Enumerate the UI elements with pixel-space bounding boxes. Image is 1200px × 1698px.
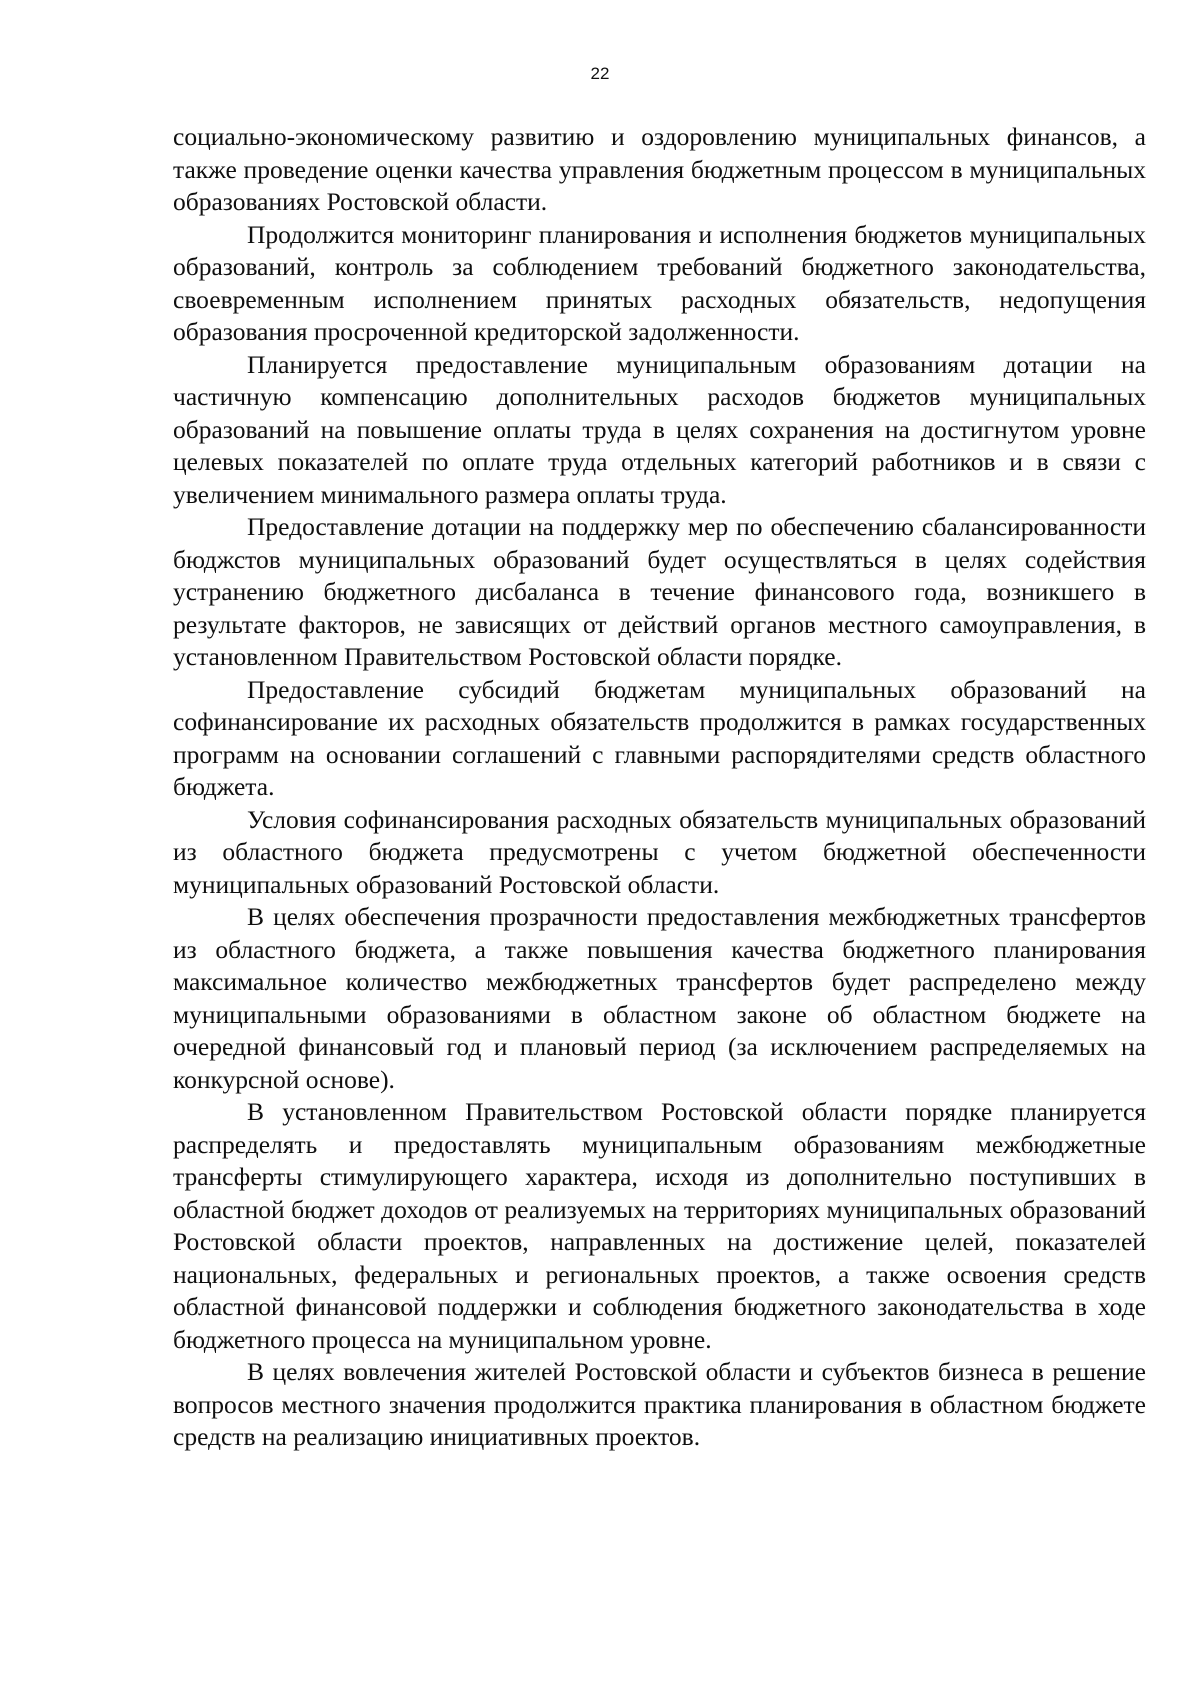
paragraph-subsidies: Предоставление субсидий бюджетам муниципальных образований на софинансирование их расходных обязательств продолжится в рамках государственных программ на основании соглашений с главными распорядителями средств областного бюджета. <box>173 674 1146 801</box>
page-number: 22 <box>590 64 610 83</box>
document-body <box>173 121 1146 1454</box>
paragraph-incentive-transfers: В установленном Правительством Ростовской области порядке планируется распределять и предоставлять муниципальным образованиям межбюджетные трансферты стимулирующего характера, исходя из дополнительно поступивших в областной бюджет доходов от реализуемых на территориях муниципальных образований Ростовской области проектов, направленных на достижение целей, показателей национальных, федеральных и региональных проектов, а также освоения средств областной финансовой поддержки и соблюдения бюджетного законодательства в ходе бюджетного процесса на муниципальном уровне. <box>173 1097 1146 1354</box>
paragraph-cofinancing: Условия софинансирования расходных обязательств муниципальных образований из областного бюджета предусмотрены с учетом бюджетной обеспеченности муниципальных образований Ростовской области. <box>173 804 1146 899</box>
paragraph-wage-subsidy: Планируется предоставление муниципальным образованиям дотации на частичную компенсацию дополнительных расходов бюджетов муниципальных образований на повышение оплаты труда в целях сохранения на достигнутом уровне целевых показателей по оплате труда отдельных категорий работников и в связи с увеличением минимального размера оплаты труда. <box>173 349 1146 509</box>
paragraph-continuation: социально-экономическому развитию и оздоровлению муниципальных финансов, а также проведение оценки качества управления бюджетным процессом в муниципальных образованиях Ростовской области. <box>173 122 1146 216</box>
paragraph-initiative-projects: В целях вовлечения жителей Ростовской области и субъектов бизнеса в решение вопросов местного значения продолжится практика планирования в областном бюджете средств на реализацию инициативных проектов. <box>173 1357 1146 1451</box>
paragraph-monitoring: Продолжится мониторинг планирования и исполнения бюджетов муниципальных образований, контроль за соблюдением требований бюджетного законодательства, своевременным исполнением принятых расходных обязательств, недопущения образования просроченной кредиторской задолженности. <box>173 219 1146 346</box>
paragraph-balance-grant: Предоставление дотации на поддержку мер по обеспечению сбалансированности бюджстов муниципальных образований будет осуществляться в целях содействия устранению бюджетного дисбаланса в течение финансового года, возникшего в результате факторов, не зависящих от действий органов местного самоуправления, в установленном Правительством Ростовской области порядке. <box>173 512 1146 671</box>
paragraph-transparency: В целях обеспечения прозрачности предоставления межбюджетных трансфертов из областного бюджета, а также повышения качества бюджетного планирования максимальное количество межбюджетных трансфертов будет распределено между муниципальными образованиями в областном законе об областном бюджете на очередной финансовый год и плановый период (за исключением распределяемых на конкурсной основе). <box>173 902 1146 1094</box>
